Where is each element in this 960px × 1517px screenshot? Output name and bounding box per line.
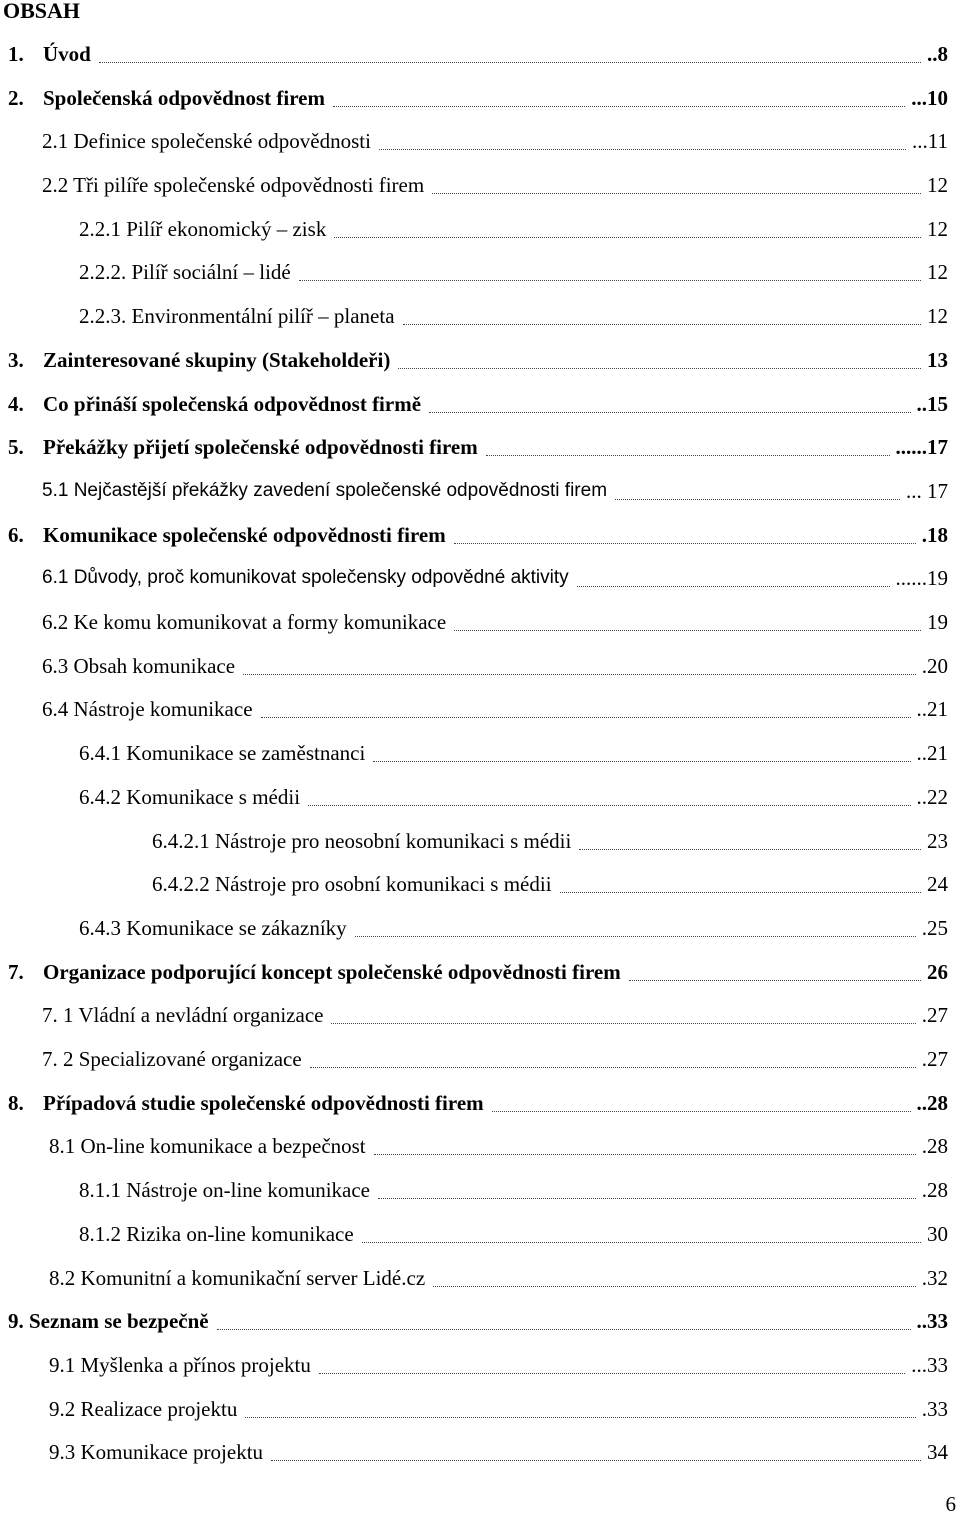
toc-entry-label: 8.2 Komunitní a komunikační server Lidé.cz <box>49 1265 426 1290</box>
toc-entry-page: .27 <box>921 1002 948 1027</box>
toc-entry-page: 30 <box>927 1221 948 1246</box>
page-title: OBSAH <box>3 0 81 23</box>
toc-entry-label: 6.4.1 Komunikace se zaměstnanci <box>79 740 366 765</box>
toc-leader <box>486 454 890 456</box>
toc-entry[interactable] <box>42 1044 948 1074</box>
toc-entry[interactable] <box>8 345 948 375</box>
toc-entry-page: 12 <box>927 303 948 328</box>
toc-leader <box>560 891 921 893</box>
toc-entry-label: 2.1 Definice společenské odpovědnosti <box>42 128 371 153</box>
toc-entry[interactable] <box>49 1131 948 1161</box>
toc-entry-label: 6.4 Nástroje komunikace <box>42 696 253 721</box>
toc-entry[interactable] <box>152 869 948 899</box>
toc-leader <box>99 61 921 63</box>
toc-leader <box>334 236 921 238</box>
toc-entry-page: ..33 <box>916 1308 948 1333</box>
toc-entry-page: .28 <box>921 1133 948 1158</box>
toc-entry[interactable] <box>8 1088 948 1118</box>
toc-entry-page: ..21 <box>916 740 948 765</box>
toc-entry[interactable] <box>42 170 948 200</box>
toc-entry-label: 6.1 Důvody, proč komunikovat společensky odpovědné aktivity <box>42 567 569 588</box>
toc-entry[interactable] <box>42 694 948 724</box>
toc-entry-label: 8.1.2 Rizika on-line komunikace <box>79 1221 354 1246</box>
toc-entry-page: ..22 <box>916 784 948 809</box>
toc-entry[interactable] <box>79 301 948 331</box>
toc-leader <box>379 148 906 150</box>
toc-entry[interactable] <box>49 1437 948 1467</box>
toc-entry-label: Zainteresované skupiny (Stakeholdeři) <box>43 347 391 372</box>
toc-entry-number: 7. <box>8 959 24 984</box>
toc-entry-label: 6.4.3 Komunikace se zákazníky <box>79 915 347 940</box>
toc-entry[interactable] <box>42 651 948 681</box>
toc-entry-label: 6.4.2 Komunikace s médii <box>79 784 301 809</box>
toc-entry-label: 7. 1 Vládní a nevládní organizace <box>42 1002 324 1027</box>
toc-entry[interactable] <box>79 782 948 812</box>
toc-entry-page: 12 <box>927 172 948 197</box>
toc-entry-number: 6. <box>8 522 24 547</box>
toc-entry-page: ..15 <box>916 391 948 416</box>
toc-leader <box>433 1285 916 1287</box>
toc-entry-page: 34 <box>927 1439 948 1464</box>
toc-entry-page: ...33 <box>911 1352 948 1377</box>
toc-entry-page: 26 <box>927 959 948 984</box>
toc-entry[interactable] <box>79 738 948 768</box>
toc-entry-page: .27 <box>921 1046 948 1071</box>
toc-entry-page: 23 <box>927 828 948 853</box>
toc-entry-number: 5. <box>8 434 24 459</box>
toc-entry-label: 9.3 Komunikace projektu <box>49 1439 264 1464</box>
toc-entry-label: Společenská odpovědnost firem <box>43 85 325 110</box>
toc-leader <box>403 323 921 325</box>
toc-entry-page: 12 <box>927 216 948 241</box>
toc-entry-page: ......17 <box>895 434 948 459</box>
toc-entry-label: 2.2.3. Environmentální pilíř – planeta <box>79 303 395 328</box>
toc-entry-label: 6.2 Ke komu komunikovat a formy komunikace <box>42 609 447 634</box>
toc-entry-page: .25 <box>921 915 948 940</box>
toc-entry-page: .32 <box>921 1265 948 1290</box>
toc-entry-label: Překážky přijetí společenské odpovědnosti firem <box>43 434 478 459</box>
toc-leader <box>629 979 921 981</box>
toc-leader <box>261 716 911 718</box>
toc-leader <box>615 498 900 500</box>
toc-entry-page: .18 <box>921 522 948 547</box>
toc-entry-label: 2.2.1 Pilíř ekonomický – zisk <box>79 216 327 241</box>
toc-leader <box>271 1459 921 1461</box>
toc-entry-label: 7. 2 Specializované organizace <box>42 1046 302 1071</box>
toc-leader <box>310 1066 916 1068</box>
toc-entry-label: Případová studie společenské odpovědnosti firem <box>43 1090 484 1115</box>
toc-entry[interactable] <box>49 1263 948 1293</box>
toc-entry-label: Organizace podporující koncept společenské odpovědnosti firem <box>43 959 621 984</box>
toc-leader <box>454 542 916 544</box>
toc-entry[interactable] <box>42 1000 948 1030</box>
toc-leader <box>308 804 910 806</box>
toc-entry-label: 9.1 Myšlenka a přínos projektu <box>49 1352 311 1377</box>
toc-entry[interactable] <box>79 214 948 244</box>
toc-leader <box>299 279 921 281</box>
toc-entry-label: 5.1 Nejčastější překážky zavedení společenské odpovědnosti firem <box>42 480 608 501</box>
toc-entry-page: 13 <box>927 347 948 372</box>
toc-leader <box>374 1153 916 1155</box>
toc-leader <box>378 1197 916 1199</box>
toc-entry[interactable] <box>8 957 948 987</box>
toc-leader <box>429 411 910 413</box>
toc-leader <box>319 1372 905 1374</box>
toc-entry[interactable] <box>79 1219 948 1249</box>
toc-entry[interactable] <box>8 389 948 419</box>
toc-entry-page: .33 <box>921 1396 948 1421</box>
toc-leader <box>333 105 905 107</box>
toc-entry[interactable] <box>79 1175 948 1205</box>
toc-entry[interactable] <box>42 126 948 156</box>
toc-leader <box>243 673 916 675</box>
toc-entry-number: 4. <box>8 391 24 416</box>
page-number: 6 <box>945 1492 956 1516</box>
toc-entry[interactable] <box>42 607 948 637</box>
toc-entry-page: ..28 <box>916 1090 948 1115</box>
toc-leader <box>331 1022 915 1024</box>
toc-entry[interactable] <box>49 1394 948 1424</box>
toc-leader <box>398 367 921 369</box>
toc-entry-label: 2.2 Tři pilíře společenské odpovědnosti firem <box>42 172 425 197</box>
toc-entry-page: ..8 <box>927 41 948 66</box>
toc-entry[interactable] <box>49 1350 948 1380</box>
toc-entry-page: ...11 <box>912 128 948 153</box>
toc-entry[interactable] <box>8 520 948 550</box>
toc-entry[interactable] <box>79 913 948 943</box>
toc-entry-label: Komunikace společenské odpovědnosti firem <box>43 522 446 547</box>
toc-entry-page: .20 <box>921 653 948 678</box>
toc-entry[interactable] <box>42 563 948 593</box>
toc-entry-page: .28 <box>921 1177 948 1202</box>
toc-entry-label: Úvod <box>43 41 91 66</box>
toc-leader <box>373 760 910 762</box>
toc-entry-label: 2.2.2. Pilíř sociální – lidé <box>79 259 291 284</box>
toc-entry[interactable] <box>8 39 948 69</box>
toc-entry-number: 3. <box>8 347 24 372</box>
toc-entry[interactable] <box>79 257 948 287</box>
toc-entry-label: 6.4.2.2 Nástroje pro osobní komunikaci s médii <box>152 871 552 896</box>
toc-entry[interactable] <box>42 476 948 506</box>
toc-entry-label: 8.1.1 Nástroje on-line komunikace <box>79 1177 371 1202</box>
toc-entry-label: 8.1 On-line komunikace a bezpečnost <box>49 1133 366 1158</box>
toc-entry-page: 19 <box>927 609 948 634</box>
toc-leader <box>579 848 921 850</box>
toc-entry-label: Co přináší společenská odpovědnost firmě <box>43 391 422 416</box>
toc-entry[interactable] <box>152 826 948 856</box>
toc-entry[interactable] <box>8 83 948 113</box>
toc-entry-number: 2. <box>8 85 24 110</box>
toc-entry-label: 6.3 Obsah komunikace <box>42 653 236 678</box>
toc-entry-label: 9. Seznam se bezpečně <box>8 1308 209 1333</box>
toc-entry-page: ..21 <box>916 696 948 721</box>
toc-entry-page: 12 <box>927 259 948 284</box>
toc-entry[interactable] <box>8 432 948 462</box>
toc-leader <box>577 585 890 587</box>
toc-entry-label: 6.4.2.1 Nástroje pro neosobní komunikaci s médii <box>152 828 572 853</box>
toc-entry-label: 9.2 Realizace projektu <box>49 1396 238 1421</box>
toc-entry-page: ...10 <box>911 85 948 110</box>
toc-leader <box>355 935 916 937</box>
toc-leader <box>432 192 921 194</box>
toc-leader <box>217 1328 911 1330</box>
toc-entry-page: ......19 <box>895 565 948 590</box>
toc-entry-number: 1. <box>8 41 24 66</box>
toc-leader <box>245 1416 915 1418</box>
toc-entry[interactable] <box>8 1306 948 1336</box>
toc-leader <box>362 1241 921 1243</box>
toc-entry-page: 24 <box>927 871 948 896</box>
toc-entry-page: ... 17 <box>906 478 948 503</box>
toc-entry-number: 8. <box>8 1090 24 1115</box>
toc-leader <box>454 629 921 631</box>
toc-leader <box>492 1110 911 1112</box>
